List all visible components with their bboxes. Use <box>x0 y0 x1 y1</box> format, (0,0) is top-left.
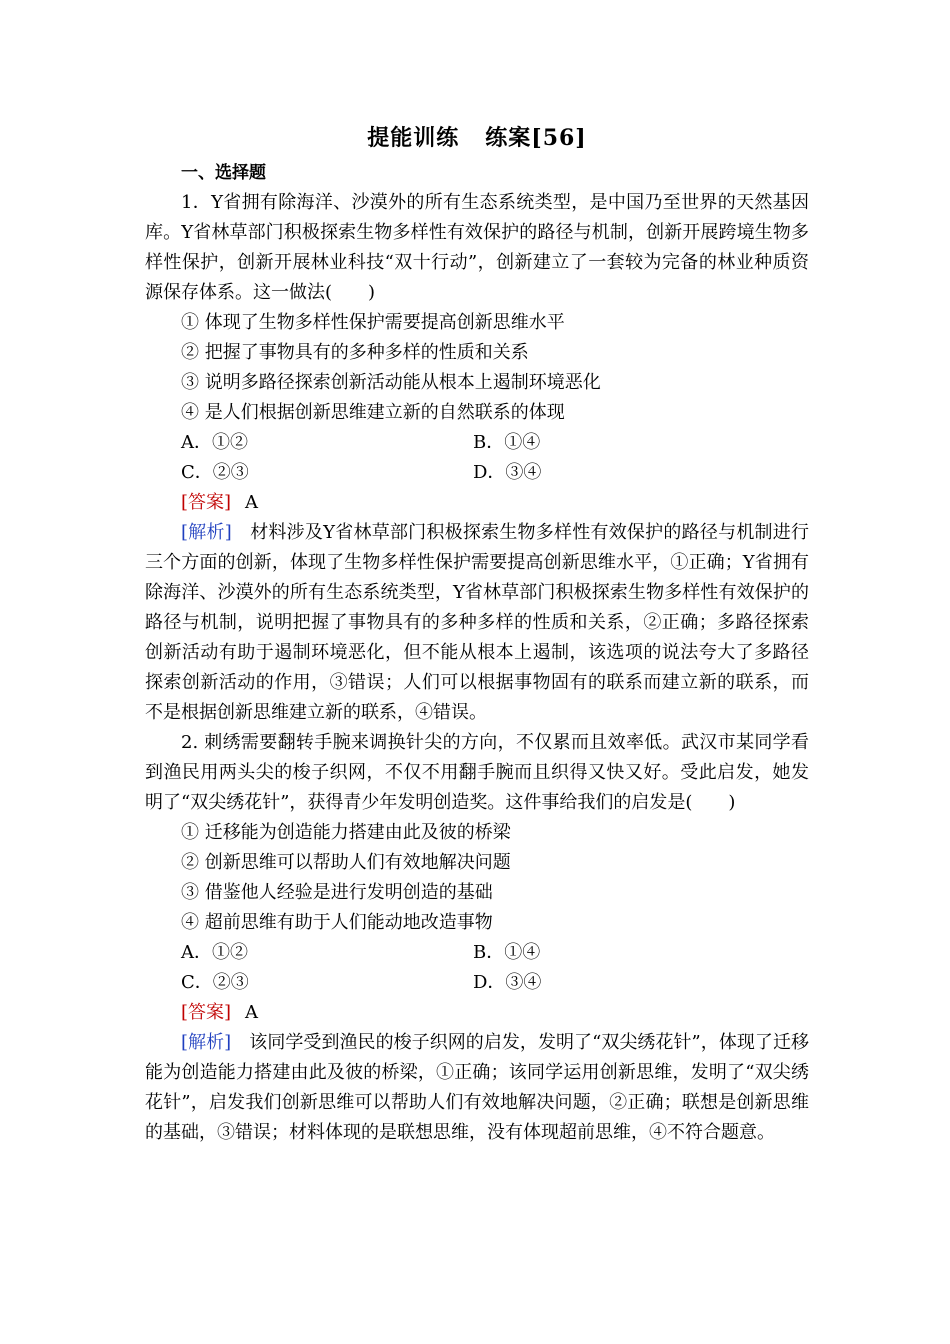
option-c: C．②③ <box>181 972 249 993</box>
answer-tag: [答案] <box>181 1002 232 1023</box>
analysis-text: 该同学受到渔民的梭子织网的启发，发明了“双尖绣花针”，体现了迁移能为创造能力搭建由此及彼的桥梁，①正确；该同学运用创新思维，发明了“双尖绣花针”，启发我们创新思维可以帮助人们有效地解决问题，②正确；联想是创新思维的基础，③错误；材料体现的是联想思维，没有体现超前思维，④不符合题意。 <box>145 1032 810 1143</box>
answer-line <box>145 488 809 518</box>
option-d: D．③④ <box>473 972 542 993</box>
statement-4: ④ 是人们根据创新思维建立新的自然联系的体现 <box>181 402 565 423</box>
question-2 <box>145 728 809 1148</box>
section-heading: 一、选择题 <box>181 163 266 183</box>
answer-value: A <box>245 1002 259 1023</box>
statement-2: ② 创新思维可以帮助人们有效地解决问题 <box>181 852 511 873</box>
statement-1: ① 体现了生物多样性保护需要提高创新思维水平 <box>181 312 565 333</box>
analysis-tag: [解析] <box>181 522 232 543</box>
statement-3: ③ 借鉴他人经验是进行发明创造的基础 <box>181 882 493 903</box>
analysis-tag: [解析] <box>181 1032 232 1053</box>
option-d: D．③④ <box>473 462 542 483</box>
options-row <box>145 458 809 488</box>
title-part-2: 练案[56] <box>485 125 587 151</box>
analysis <box>145 518 809 728</box>
statement-2: ② 把握了事物具有的多种多样的性质和关系 <box>181 342 529 363</box>
options-row <box>145 938 809 968</box>
statement-1: ① 迁移能为创造能力搭建由此及彼的桥梁 <box>181 822 511 843</box>
analysis-text: 材料涉及Y省林草部门积极探索生物多样性有效保护的路径与机制进行三个方面的创新，体现了生物多样性保护需要提高创新思维水平，①正确；Y省拥有除海洋、沙漠外的所有生态系统类型，Y省林草部门积极探索生物多样性有效保护的路径与机制，说明把握了事物具有的多种多样的性质和关系，②正确；多路径探索创新活动有助于遏制环境恶化，但不能从根本上遏制，该选项的说法夸大了多路径探索创新活动的作用，③错误；人们可以根据事物固有的联系而建立新的联系，而不是根据创新思维建立新的联系，④错误。 <box>145 522 810 723</box>
option-a: A．①② <box>181 942 248 963</box>
statement-4: ④ 超前思维有助于人们能动地改造事物 <box>181 912 493 933</box>
answer-line <box>145 998 809 1028</box>
option-a: A．①② <box>181 432 248 453</box>
question-stem: 1．Y省拥有除海洋、沙漠外的所有生态系统类型，是中国乃至世界的天然基因库。Y省林草部门积极探索生物多样性有效保护的路径与机制，创新开展跨境生物多样性保护，创新开展林业科技“双十行动”，创新建立了一套较为完备的林业种质资源保存体系。这一做法( ) <box>145 192 809 303</box>
statement-3: ③ 说明多路径探索创新活动能从根本上遏制环境恶化 <box>181 372 601 393</box>
answer-tag: [答案] <box>181 492 232 513</box>
option-b: B．①④ <box>473 432 541 453</box>
option-c: C．②③ <box>181 462 249 483</box>
question-1 <box>145 188 809 728</box>
analysis <box>145 1028 809 1148</box>
options-row <box>145 428 809 458</box>
option-b: B．①④ <box>473 942 541 963</box>
document-page <box>145 118 809 1148</box>
question-stem: 2. 刺绣需要翻转手腕来调换针尖的方向，不仅累而且效率低。武汉市某同学看到渔民用两头尖的梭子织网，不仅不用翻手腕而且织得又快又好。受此启发，她发明了“双尖绣花针”，获得青少年发明创造奖。这件事给我们的启发是( ) <box>145 732 809 813</box>
page-title <box>145 118 809 158</box>
answer-value: A <box>245 492 259 513</box>
title-part-1: 提能训练 <box>367 125 460 151</box>
options-row <box>145 968 809 998</box>
